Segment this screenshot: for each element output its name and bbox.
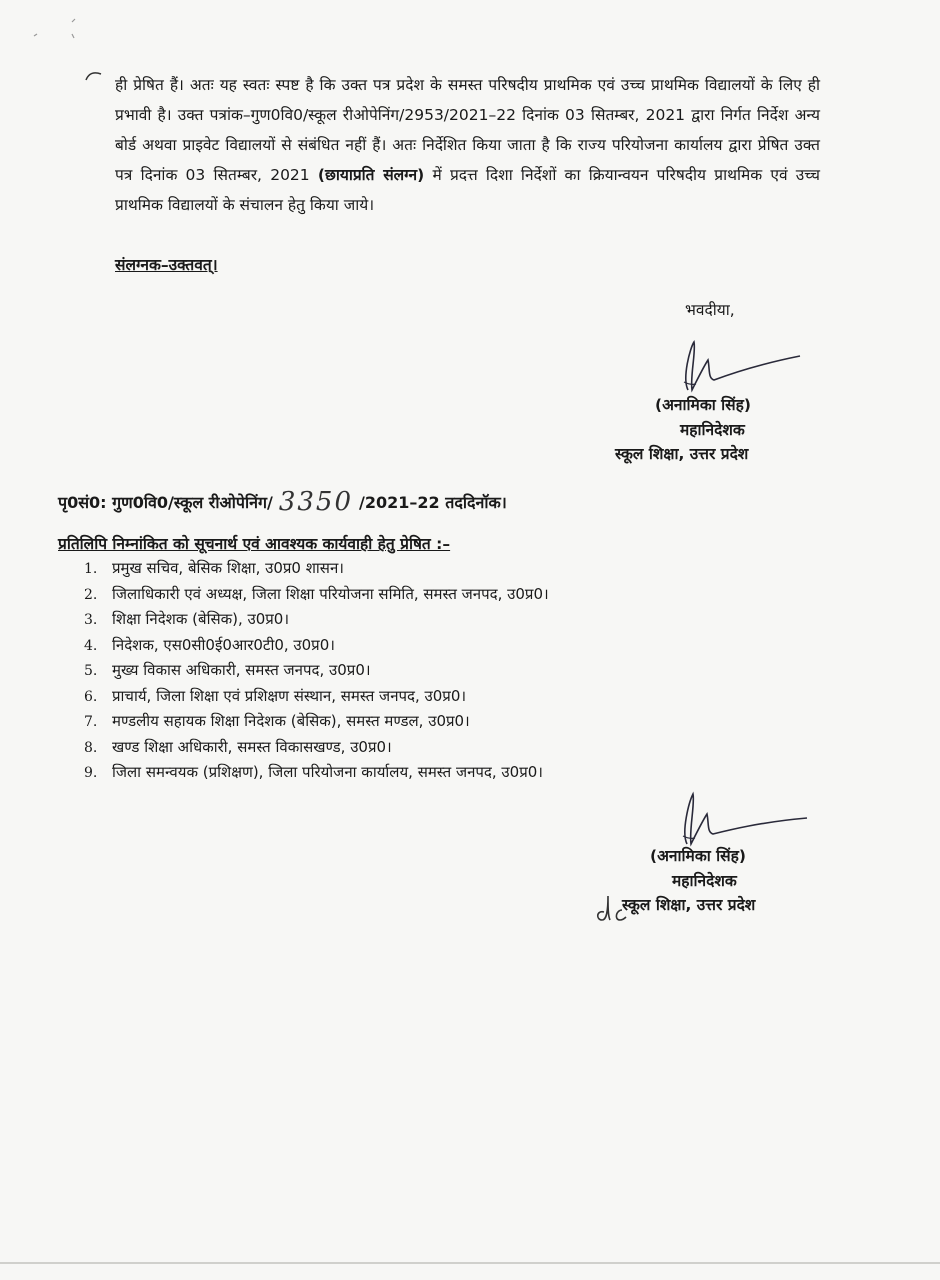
closing-salutation: भवदीया,	[685, 301, 735, 319]
reference-suffix: /2021–22 तददिनॉक।	[359, 493, 507, 512]
signatory-department: स्कूल शिक्षा, उत्तर प्रदेश	[615, 445, 749, 463]
reference-prefix: पृ0सं0: गुण0वि0/स्कूल रीओपेनिंग/	[58, 493, 273, 512]
page-bottom-edge	[0, 1262, 940, 1264]
signature-scribble-icon	[665, 790, 815, 850]
letter-body-paragraph	[115, 70, 820, 220]
signature-scribble-icon	[660, 338, 810, 398]
copy-to-heading: प्रतिलिपि निम्नांकित को सूचनार्थ एवं आवश्यक कार्यवाही हेतु प्रेषित :–	[58, 535, 451, 553]
signatory-designation: महानिदेशक	[672, 872, 737, 890]
reference-number-line	[58, 485, 507, 515]
signatory-name: (अनामिका सिंह)	[655, 396, 751, 414]
margin-mark-icon	[84, 68, 104, 82]
list-item: 1. प्रमुख सचिव, बेसिक शिक्षा, उ0प्र0 शासन।	[84, 559, 344, 577]
enclosure-note: संलग्नक–उक्तवत्।	[115, 256, 218, 274]
list-item: 7. मण्डलीय सहायक शिक्षा निदेशक (बेसिक), समस्त मण्डल, उ0प्र0।	[84, 712, 470, 730]
list-item: 3. शिक्षा निदेशक (बेसिक), उ0प्र0।	[84, 610, 290, 628]
signatory-department: स्कूल शिक्षा, उत्तर प्रदेश	[622, 896, 756, 914]
signatory-designation: महानिदेशक	[680, 421, 745, 439]
list-item: 9. जिला समन्वयक (प्रशिक्षण), जिला परियोजना कार्यालय, समस्त जनपद, उ0प्र0।	[84, 763, 543, 781]
list-item: 5. मुख्य विकास अधिकारी, समस्त जनपद, उ0प्र0।	[84, 661, 371, 679]
paragraph-text-1: ही प्रेषित हैं। अतः यह स्वतः स्पष्ट है कि उक्त पत्र प्रदेश के समस्त परिषदीय प्राथमिक एवं उच्च प्राथमिक विद्यालयों के लिए ही प्रभावी है। उक्त पत्रांक–गुण0वि0/स्कूल रीओपेनिंग/2953/2021–22 दिनांक 03 सितम्बर, 2021 द्वारा निर्गत निर्देश अन्य बोर्ड अथवा प्राइवेट विद्यालयों से संबंधित नहीं हैं। अतः निर्देशित किया जाता है कि राज्य परियोजना कार्यालय द्वारा प्रेषित उक्त पत्र दिनांक 03 सितम्बर, 2021	[115, 76, 820, 184]
list-item: 8. खण्ड शिक्षा अधिकारी, समस्त विकासखण्ड, उ0प्र0।	[84, 737, 392, 756]
scan-mark-icon	[28, 14, 88, 44]
list-item: 4. निदेशक, एस0सी0ई0आर0टी0, उ0प्र0।	[84, 635, 335, 654]
paragraph-text-2: में प्रदत्त दिशा निर्देशों का क्रियान्वयन परिषदीय प्राथमिक एवं उच्च प्राथमिक विद्यालयों के संचालन हेतु किया जाये।	[115, 166, 820, 214]
list-item: 6. प्राचार्य, जिला शिक्षा एवं प्रशिक्षण संस्थान, समस्त जनपद, उ0प्र0।	[84, 686, 467, 705]
reference-handwritten-number: 3350	[278, 487, 353, 517]
paragraph-bold-attachment: (छायाप्रति संलग्न)	[317, 166, 425, 184]
signatory-name: (अनामिका सिंह)	[650, 847, 746, 865]
list-item: 2. जिलाधिकारी एवं अध्यक्ष, जिला शिक्षा परियोजना समिति, समस्त जनपद, उ0प्र0।	[84, 584, 549, 603]
copy-to-list	[84, 556, 549, 786]
